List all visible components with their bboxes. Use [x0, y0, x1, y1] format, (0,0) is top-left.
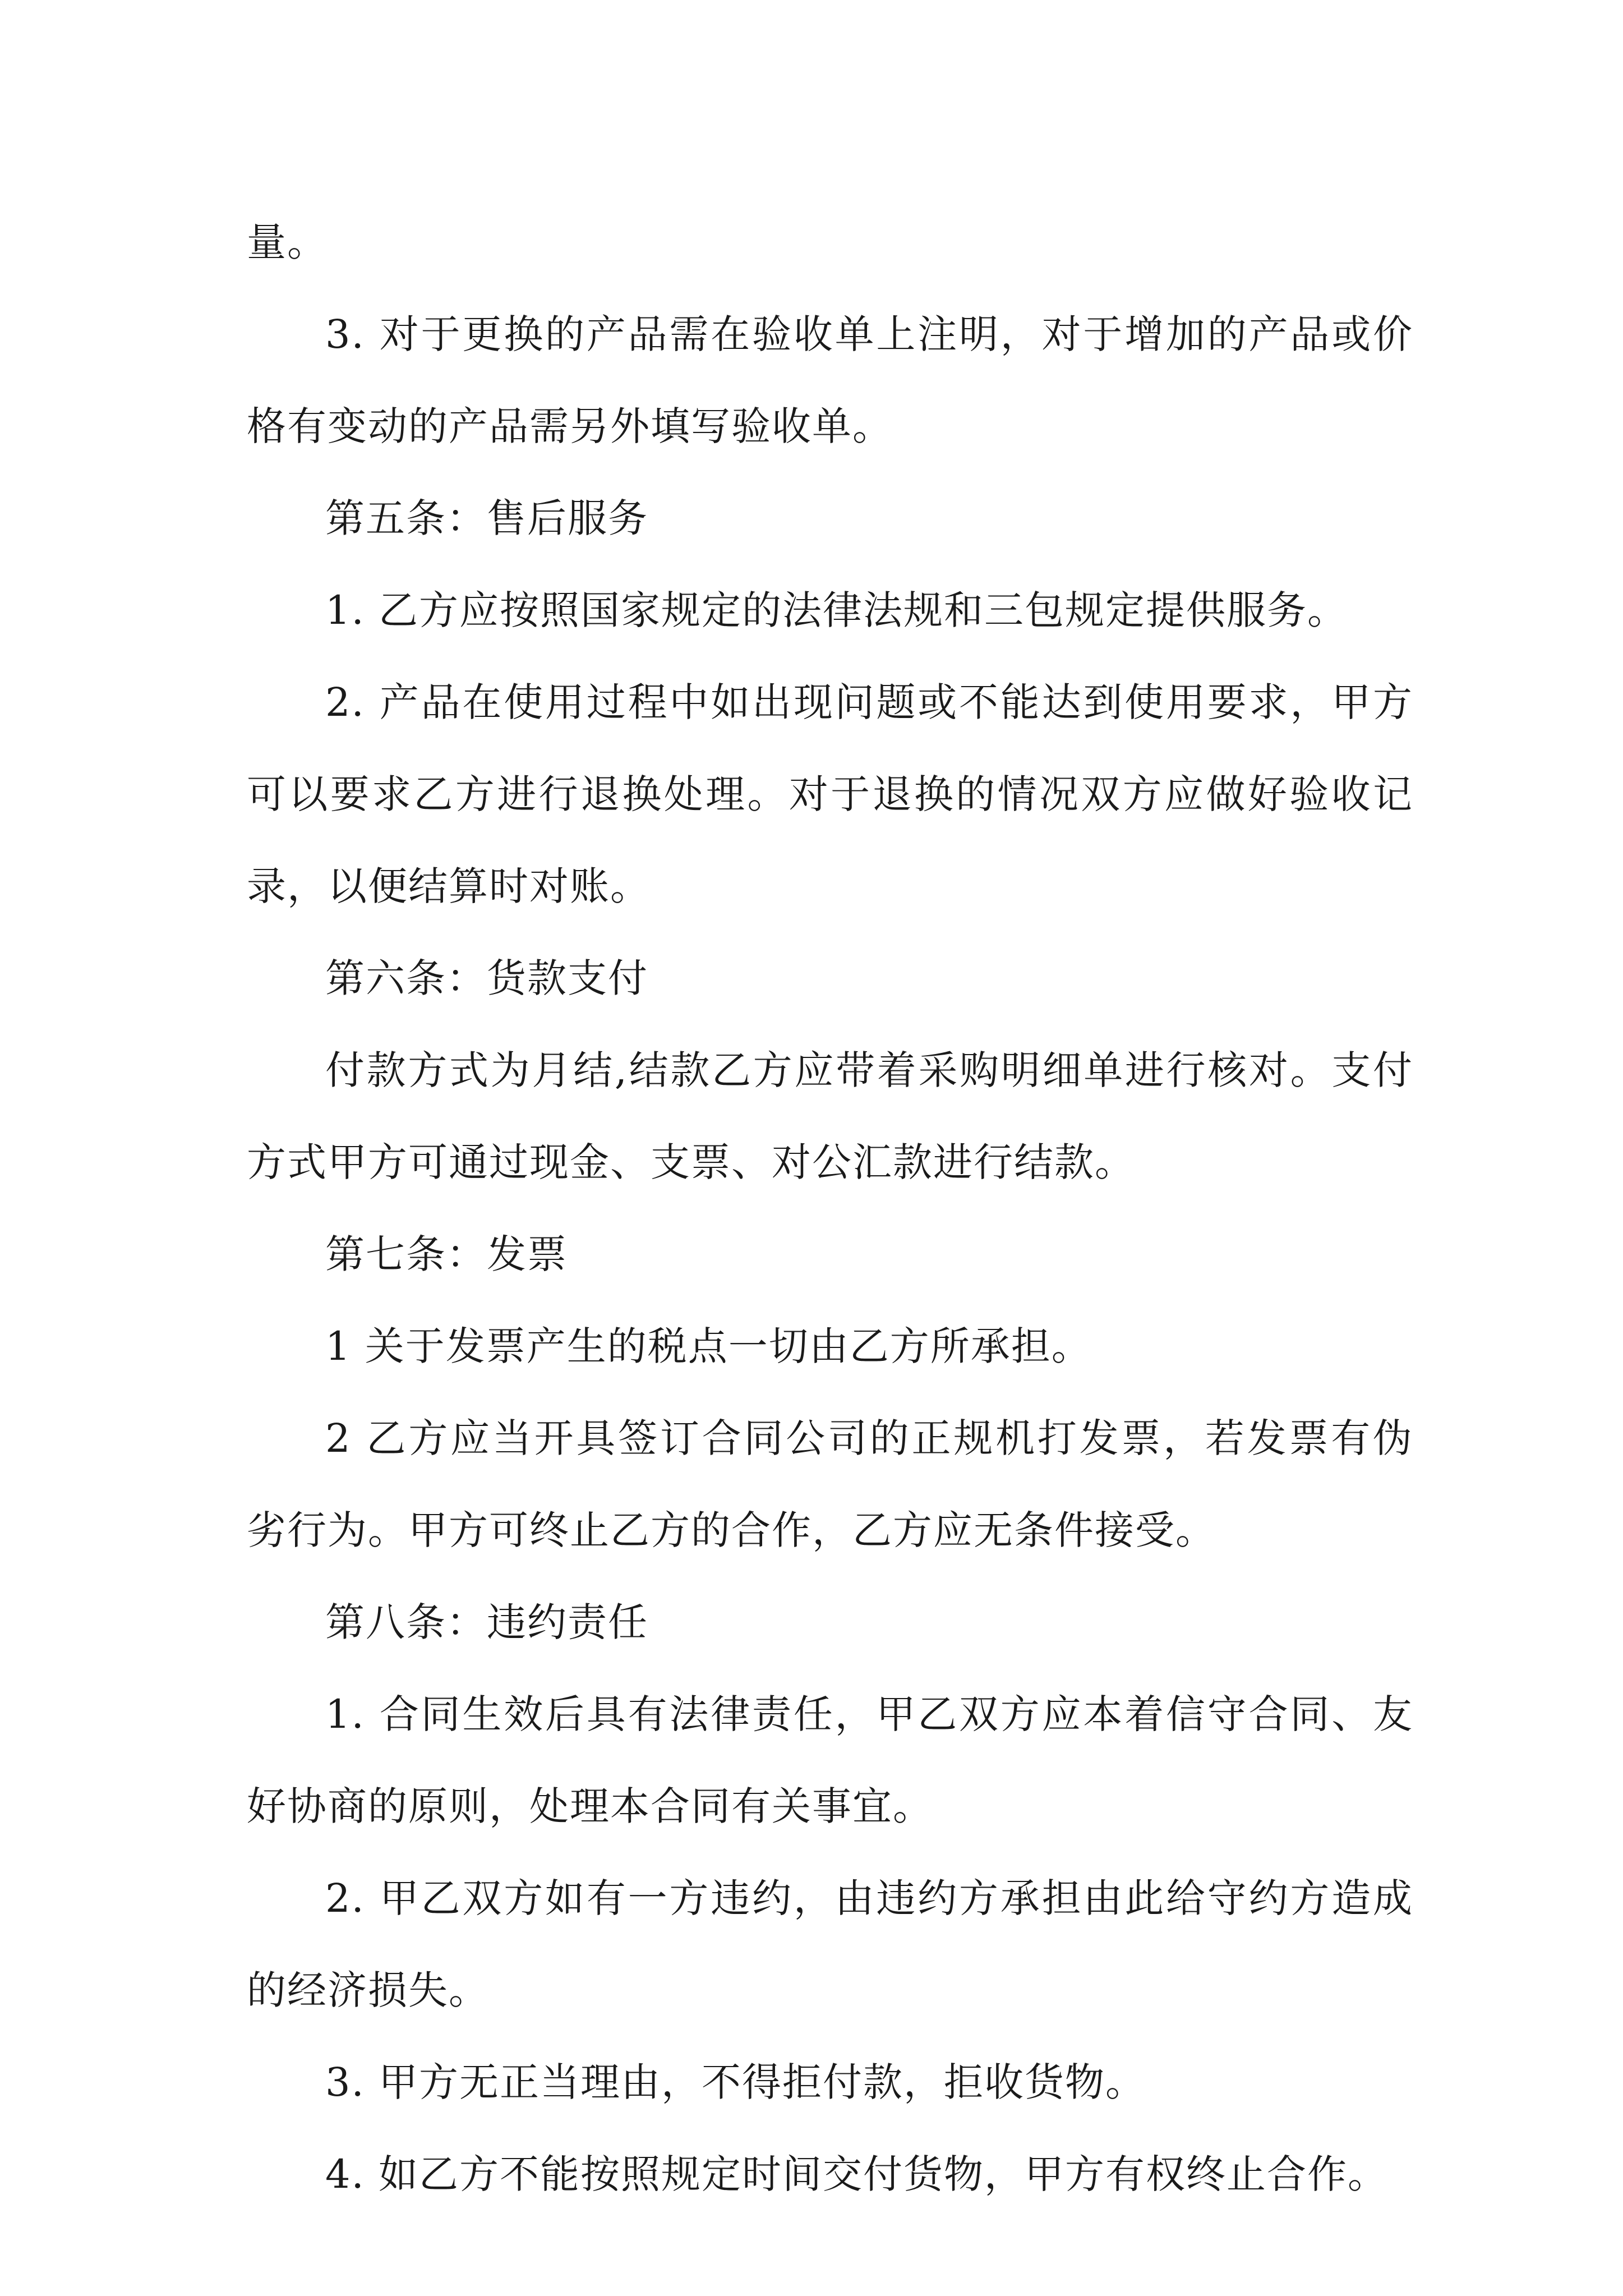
- paragraph-continuation: 量。: [247, 219, 328, 265]
- clause-item-5-1: 1. 乙方应按照国家规定的法律法规和三包规定提供服务。: [325, 587, 1348, 633]
- clause-item-8-1: 1. 合同生效后具有法律责任，甲乙双方应本着信守合同、友好协商的原则，处理本合同有关事宜。: [247, 1691, 1413, 1829]
- clause-item-6: 付款方式为月结,结款乙方应带着采购明细单进行核对。支付方式甲方可通过现金、支票、对公汇款进行结款。: [247, 1047, 1413, 1185]
- clause-item-7-1: 1 关于发票产生的税点一切由乙方所承担。: [325, 1323, 1092, 1369]
- clause-item-8-2: 2. 甲乙双方如有一方违约，由违约方承担由此给守约方造成的经济损失。: [247, 1875, 1413, 2013]
- section-heading-5: 第五条：售后服务: [325, 495, 648, 541]
- clause-item-5-2: 2. 产品在使用过程中如出现问题或不能达到使用要求，甲方可以要求乙方进行退换处理。对于退换的情况双方应做好验收记录，以便结算时对账。: [247, 679, 1413, 909]
- clause-item-8-4: 4. 如乙方不能按照规定时间交付货物，甲方有权终止合作。: [325, 2151, 1389, 2197]
- clause-item-4-3: 3. 对于更换的产品需在验收单上注明，对于增加的产品或价格有变动的产品需另外填写验收单。: [247, 311, 1413, 449]
- clause-item-7-2: 2 乙方应当开具签订合同公司的正规机打发票，若发票有伪劣行为。甲方可终止乙方的合作，乙方应无条件接受。: [247, 1415, 1413, 1553]
- section-heading-6: 第六条：货款支付: [325, 955, 648, 1001]
- clause-item-8-3: 3. 甲方无正当理由，不得拒付款，拒收货物。: [325, 2059, 1146, 2105]
- document-body: [247, 196, 1413, 2220]
- section-heading-8: 第八条：违约责任: [325, 1599, 648, 1645]
- section-heading-7: 第七条：发票: [325, 1231, 568, 1277]
